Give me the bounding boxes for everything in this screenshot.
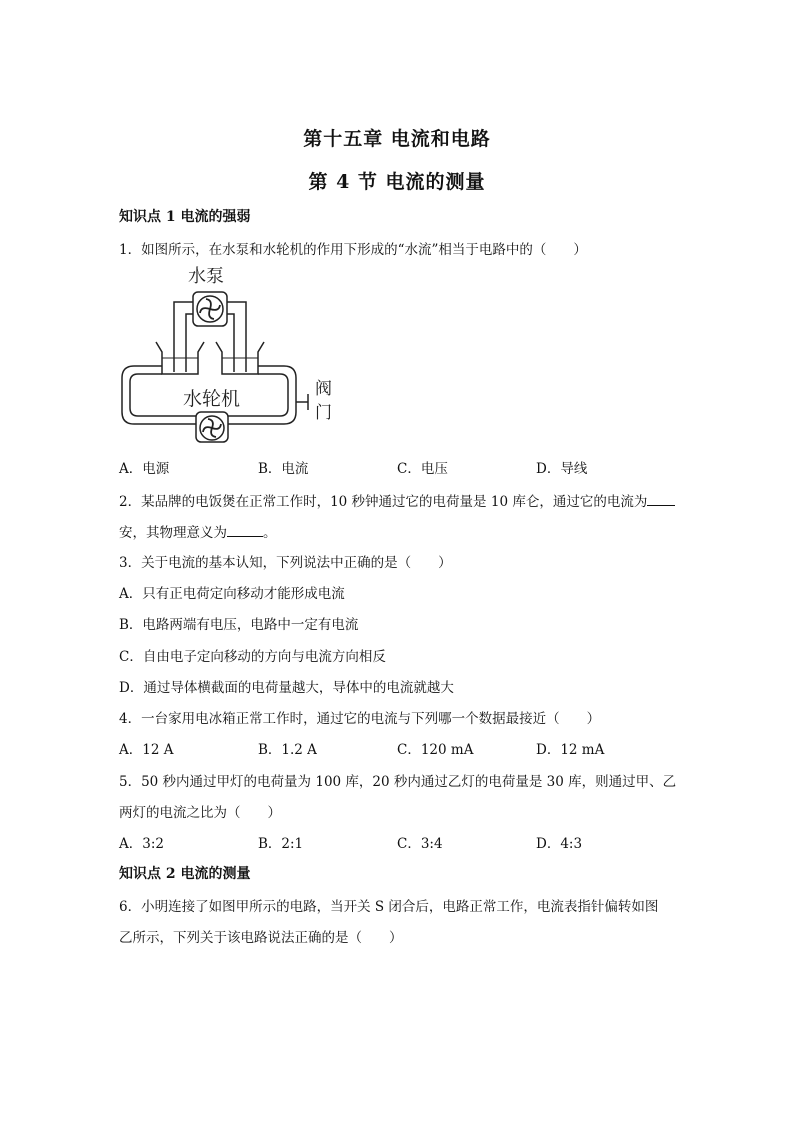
question-5-options [119,832,679,852]
valve-label-1: 阀 [315,379,332,399]
question-6-line-1: 6．小明连接了如图甲所示的电路，当开关 S 闭合后，电路正常工作，电流表指针偏转如图 [119,899,659,915]
option-c: C．电压 [397,461,448,477]
question-1-stem: 1．如图所示，在水泵和水轮机的作用下形成的“水流”相当于电路中的（ ） [119,242,587,258]
answer-blank[interactable] [647,491,675,506]
option-b: B．1.2 A [258,742,317,758]
question-4-stem: 4．一台家用电冰箱正常工作时，通过它的电流与下列哪一个数据最接近（ ） [119,711,601,727]
option-b: B．2:1 [258,836,304,852]
question-3-option-c: C．自由电子定向移动的方向与电流方向相反 [119,649,386,665]
valve-label-2: 门 [315,403,332,423]
option-a: A．电源 [119,461,170,477]
pump-label: 水泵 [188,266,224,287]
option-d: D．导线 [536,461,588,477]
question-2-text-2: 安，其物理意义为 [119,525,227,541]
option-c: C．120 mA [397,742,474,758]
question-5-line-2: 两灯的电流之比为（ ） [119,805,281,821]
question-3-option-d: D．通过导体横截面的电荷量越大，导体中的电流就越大 [119,680,454,696]
question-4-options [119,738,679,758]
chapter-title: 第十五章 电流和电路 [303,128,491,150]
option-d: D．12 mA [536,742,605,758]
question-3-option-b: B．电路两端有电压，电路中一定有电流 [119,617,359,633]
question-3-option-a: A．只有正电荷定向移动才能形成电流 [119,586,345,602]
knowledge-point-2-heading: 知识点 2 电流的测量 [119,866,251,882]
question-6-line-2: 乙所示，下列关于该电路说法正确的是（ ） [119,930,403,946]
question-2-line-2 [119,521,277,541]
question-1-options [119,457,679,477]
question-2-text-3: 。 [263,525,277,541]
answer-blank[interactable] [227,522,263,537]
question-2-text: 2．某品牌的电饭煲在正常工作时，10 秒钟通过它的电荷量是 10 库仑，通过它的电流为 [119,494,648,510]
turbine-label: 水轮机 [183,388,241,410]
section-title: 第 4 节 电流的测量 [308,171,486,193]
question-5-line-1: 5．50 秒内通过甲灯的电荷量为 100 库，20 秒内通过乙灯的电荷量是 30 库，则通过甲、乙 [119,774,677,790]
option-a: A．3:2 [119,836,164,852]
option-c: C．3:4 [397,836,443,852]
water-circuit-figure [118,262,348,448]
question-2-line-1 [119,490,675,510]
option-a: A．12 A [119,742,174,758]
question-3-stem: 3．关于电流的基本认知，下列说法中正确的是（ ） [119,555,452,571]
option-b: B．电流 [258,461,309,477]
option-d: D．4:3 [536,836,583,852]
knowledge-point-1-heading: 知识点 1 电流的强弱 [119,209,251,225]
